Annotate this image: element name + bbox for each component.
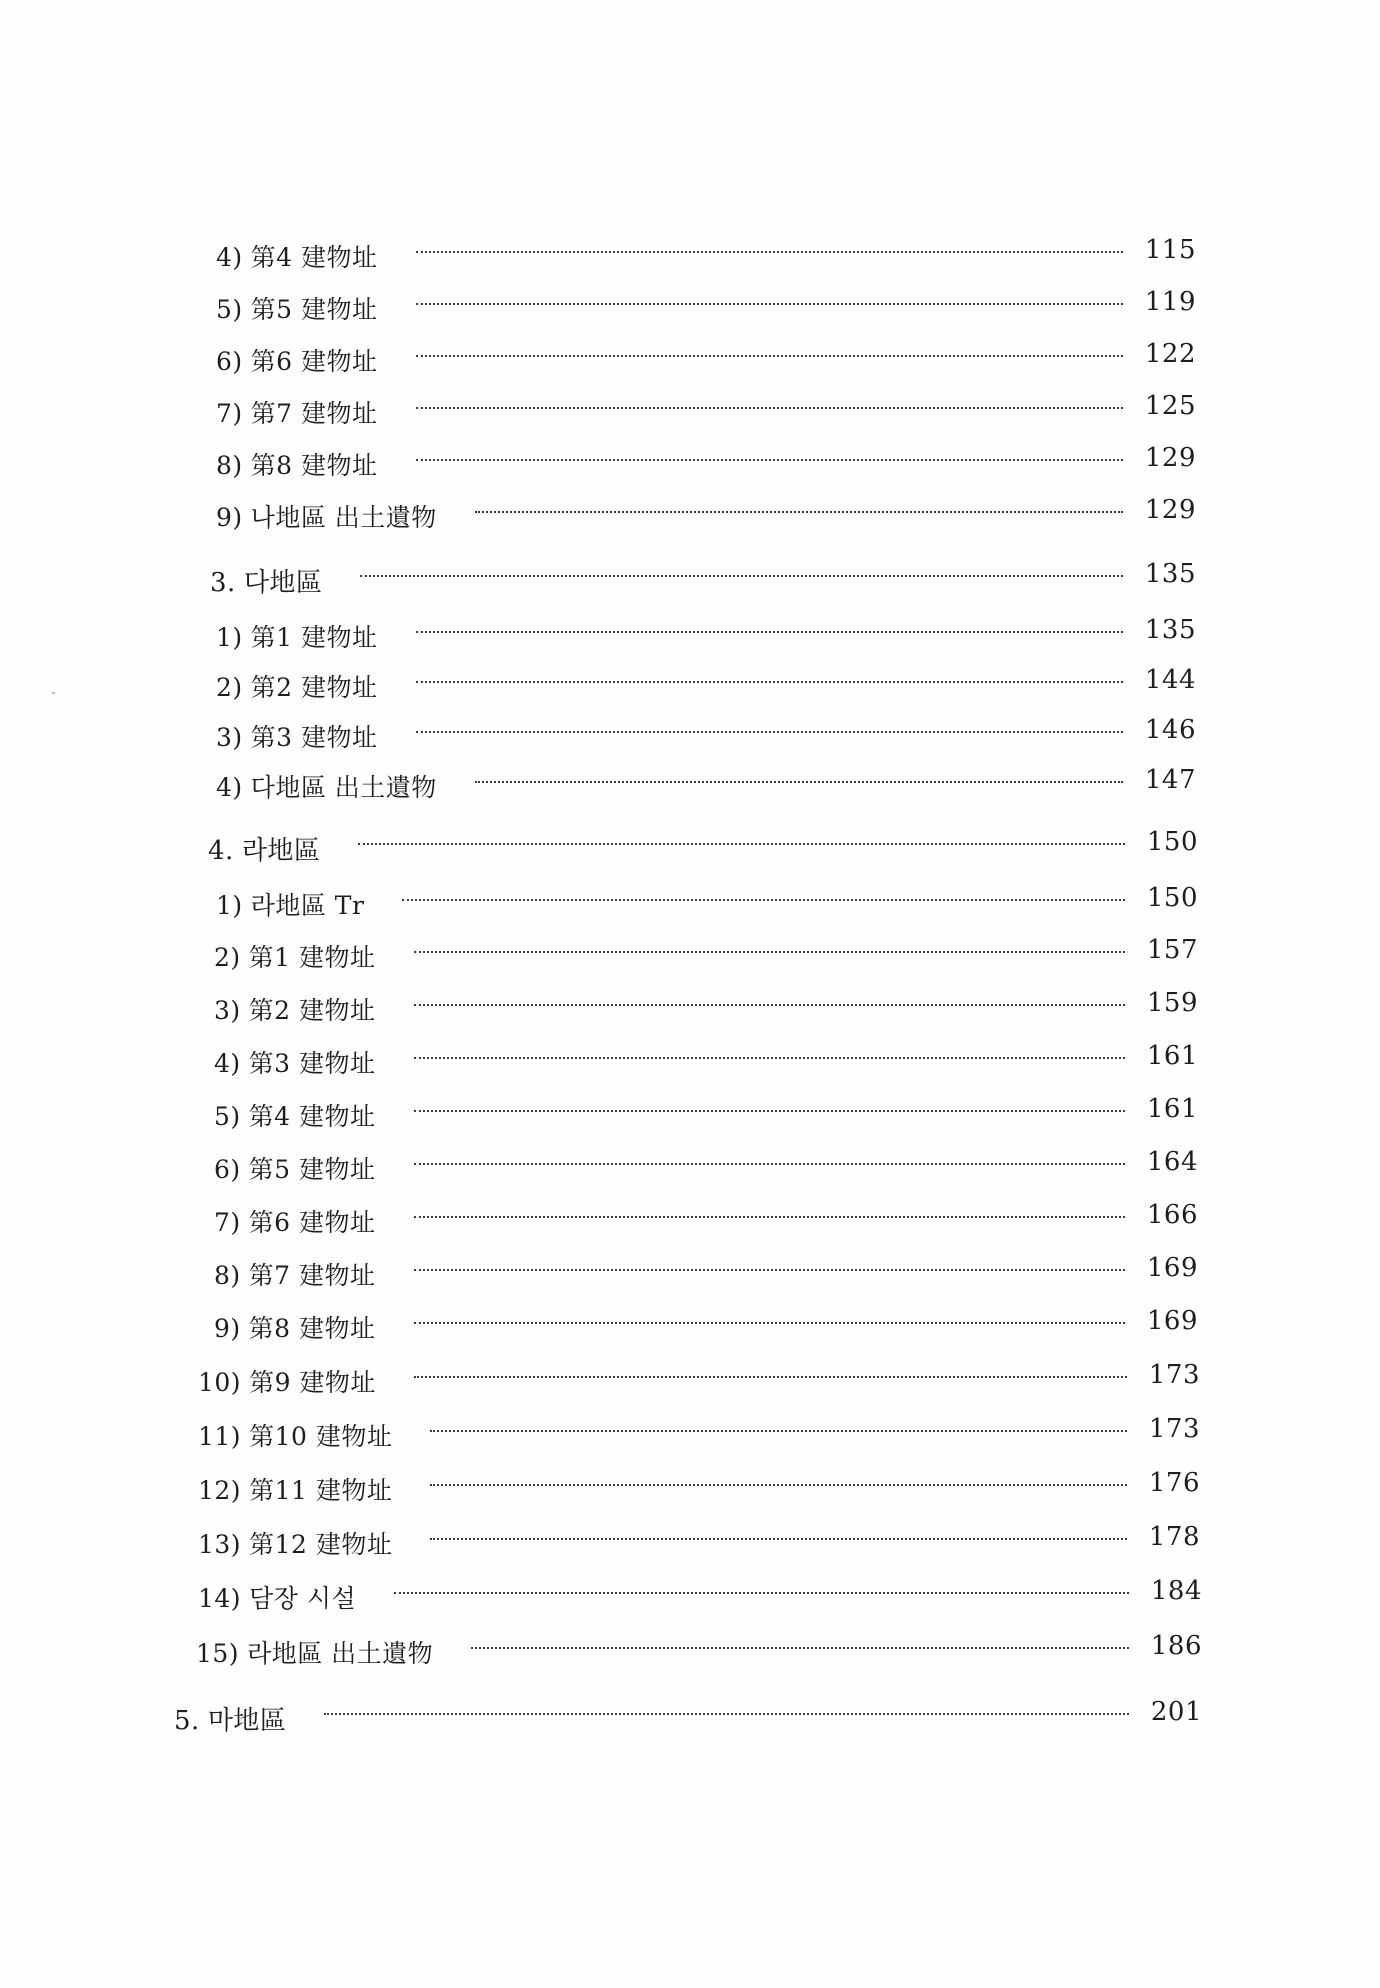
toc-entry-title: 第5 建物址 — [250, 295, 378, 324]
toc-entry[interactable] — [214, 1252, 1198, 1296]
toc-entry-title: 第7 建物址 — [250, 399, 378, 428]
toc-entry-label — [216, 342, 378, 378]
toc-entry-title: 第6 建物址 — [248, 1208, 376, 1237]
toc-entry-page: 122 — [1144, 339, 1196, 369]
toc-entry-page: 150 — [1146, 883, 1198, 913]
toc-entry-title: 第12 建物址 — [249, 1530, 393, 1559]
toc-entry-title: 第3 建物址 — [248, 1049, 376, 1078]
toc-entry-number: 13) — [198, 1530, 242, 1559]
toc-entry-label — [198, 1471, 392, 1507]
toc-entry-page: 129 — [1144, 495, 1196, 525]
toc-entry-page: 184 — [1150, 1576, 1202, 1606]
toc-entry-label — [216, 768, 437, 804]
toc-entry-page: 161 — [1146, 1094, 1198, 1124]
toc-entry-title: 第8 建物址 — [248, 1314, 376, 1343]
toc-entry[interactable] — [214, 934, 1198, 978]
dot-leader — [414, 1269, 1125, 1271]
toc-entry[interactable] — [216, 664, 1196, 708]
toc-entry-title: 第4 建物址 — [250, 243, 378, 272]
toc-entry-title: 第1 建物址 — [248, 943, 376, 972]
toc-entry-page: 135 — [1144, 615, 1196, 645]
toc-entry-number: 9) — [216, 503, 243, 532]
toc-entry-title: 第9 建物址 — [249, 1368, 376, 1397]
toc-entry-title: 라地區 出土遺物 — [247, 1639, 434, 1668]
toc-entry-number: 7) — [216, 399, 243, 428]
toc-entry-number: 8) — [216, 451, 243, 480]
dot-leader — [416, 731, 1123, 733]
toc-entry[interactable] — [198, 1413, 1200, 1457]
toc-entry-label — [214, 1203, 376, 1239]
toc-entry-label — [216, 290, 378, 326]
toc-entry[interactable] — [214, 1199, 1198, 1243]
dot-leader — [414, 1163, 1125, 1165]
scan-speck — [52, 692, 55, 694]
toc-entry-label — [196, 1634, 433, 1670]
dot-leader — [416, 459, 1123, 461]
toc-entry-label — [214, 938, 376, 974]
toc-entry-number: 3. — [210, 567, 236, 598]
toc-entry-label — [216, 446, 378, 482]
toc-entry-label — [198, 1525, 392, 1561]
toc-entry-number: 8) — [214, 1261, 241, 1290]
toc-entry-number: 4) — [216, 773, 243, 802]
toc-entry-title: 第2 建物址 — [250, 673, 378, 702]
toc-entry[interactable] — [216, 442, 1196, 486]
dot-leader — [358, 843, 1124, 845]
toc-entry-page: 157 — [1146, 935, 1198, 965]
toc-entry-page: 166 — [1146, 1200, 1198, 1230]
toc-section-entry[interactable] — [208, 826, 1198, 870]
toc-entry-page: 161 — [1146, 1041, 1198, 1071]
toc-entry-page: 125 — [1144, 391, 1196, 421]
toc-entry-label — [174, 1700, 286, 1737]
toc-entry-page: 169 — [1146, 1253, 1198, 1283]
dot-leader — [414, 1110, 1125, 1112]
toc-entry-number: 5. — [174, 1705, 200, 1736]
toc-entry-number: 5) — [214, 1102, 241, 1131]
toc-entry-page: 129 — [1144, 443, 1196, 473]
toc-entry-number: 9) — [214, 1314, 241, 1343]
toc-entry-number: 6) — [214, 1155, 241, 1184]
toc-entry-title: 第5 建物址 — [248, 1155, 376, 1184]
toc-entry-number: 6) — [216, 347, 243, 376]
toc-entry-label — [214, 991, 376, 1027]
toc-entry-page: 186 — [1150, 1631, 1202, 1661]
toc-entry-label — [214, 1044, 376, 1080]
toc-entry-number: 4. — [208, 835, 234, 866]
toc-entry[interactable] — [214, 1146, 1198, 1190]
toc-entry[interactable] — [198, 1575, 1202, 1619]
toc-entry-page: 147 — [1144, 765, 1196, 795]
toc-entry-page: 159 — [1146, 988, 1198, 1018]
toc-entry-number: 14) — [198, 1584, 242, 1613]
toc-entry[interactable] — [198, 1359, 1200, 1403]
toc-entry-number: 7) — [214, 1208, 241, 1237]
toc-entry-number: 3) — [214, 996, 241, 1025]
toc-entry-title: 나地區 出土遺物 — [250, 503, 437, 532]
toc-entry-title: 第4 建物址 — [248, 1102, 376, 1131]
toc-entry-page: 173 — [1148, 1360, 1200, 1390]
toc-entry-page: 146 — [1144, 715, 1196, 745]
toc-entry-title: 담장 시설 — [249, 1584, 357, 1613]
toc-entry[interactable] — [216, 390, 1196, 434]
toc-entry-number: 11) — [198, 1422, 242, 1451]
toc-entry[interactable] — [214, 987, 1198, 1031]
toc-entry-title: 第6 建物址 — [250, 347, 378, 376]
toc-entry[interactable] — [216, 714, 1196, 758]
toc-entry-page: 201 — [1150, 1697, 1202, 1727]
toc-entry[interactable] — [216, 286, 1196, 330]
toc-entry-page: 173 — [1148, 1414, 1200, 1444]
toc-entry-title: 第2 建物址 — [248, 996, 376, 1025]
toc-entry-label — [208, 830, 320, 867]
toc-section-entry[interactable] — [210, 558, 1196, 602]
dot-leader — [416, 681, 1123, 683]
toc-entry-number: 4) — [214, 1049, 241, 1078]
dot-leader — [416, 355, 1123, 357]
toc-entry-page: 119 — [1144, 287, 1196, 317]
toc-entry-label — [216, 394, 378, 430]
toc-entry-page: 115 — [1144, 235, 1196, 265]
toc-entry-label — [216, 718, 378, 754]
toc-entry-page: 135 — [1144, 559, 1196, 589]
toc-entry-title: 라地區 Tr — [250, 891, 365, 920]
toc-entry[interactable] — [216, 764, 1196, 808]
dot-leader — [416, 631, 1123, 633]
toc-entry-number: 1) — [216, 623, 243, 652]
toc-entry[interactable] — [216, 494, 1196, 538]
dot-leader — [471, 1647, 1129, 1649]
toc-entry[interactable] — [216, 338, 1196, 382]
toc-entry-label — [216, 498, 437, 534]
dot-leader — [414, 1376, 1127, 1378]
toc-entry-title: 第10 建物址 — [249, 1422, 393, 1451]
toc-entry[interactable] — [216, 234, 1196, 278]
toc-entry-title: 다地區 出土遺物 — [250, 773, 437, 802]
toc-entry[interactable] — [214, 1093, 1198, 1137]
toc-entry-title: 마地區 — [207, 1705, 287, 1736]
toc-entry[interactable] — [196, 1630, 1202, 1674]
toc-section-entry[interactable] — [174, 1696, 1202, 1740]
toc-entry-label — [198, 1579, 356, 1615]
toc-entry-number: 3) — [216, 723, 243, 752]
toc-entry-title: 第7 建物址 — [248, 1261, 376, 1290]
toc-entry-number: 2) — [214, 943, 241, 972]
dot-leader — [475, 511, 1123, 513]
toc-entry-number: 12) — [198, 1476, 242, 1505]
toc-entry[interactable] — [216, 614, 1196, 658]
dot-leader — [416, 303, 1123, 305]
dot-leader — [414, 1322, 1125, 1324]
toc-entry-label — [214, 1150, 376, 1186]
toc-entry-number: 15) — [196, 1639, 240, 1668]
toc-entry-label — [214, 1256, 376, 1292]
dot-leader — [414, 1004, 1125, 1006]
toc-entry-title: 第8 建物址 — [250, 451, 378, 480]
dot-leader — [360, 575, 1122, 577]
dot-leader — [414, 1216, 1125, 1218]
toc-entry[interactable] — [214, 1305, 1198, 1349]
toc-entry-page: 144 — [1144, 665, 1196, 695]
dot-leader — [430, 1430, 1127, 1432]
toc-entry[interactable] — [198, 1467, 1200, 1511]
dot-leader — [430, 1484, 1127, 1486]
toc-entry-title: 第3 建物址 — [250, 723, 378, 752]
toc-entry-label — [214, 1309, 376, 1345]
toc-entry-title: 라地區 — [241, 835, 321, 866]
dot-leader — [416, 407, 1123, 409]
toc-entry-number: 4) — [216, 243, 243, 272]
toc-entry-label — [198, 1363, 376, 1399]
toc-entry-label — [216, 238, 378, 274]
dot-leader — [394, 1592, 1129, 1594]
toc-entry-label — [210, 562, 322, 599]
toc-entry-number: 10) — [198, 1368, 242, 1397]
dot-leader — [324, 1713, 1128, 1715]
toc-entry-page: 169 — [1146, 1306, 1198, 1336]
toc-entry[interactable] — [216, 882, 1198, 926]
toc-entry-label — [216, 886, 364, 922]
toc-entry-title: 다地區 — [243, 567, 323, 598]
dot-leader — [475, 781, 1123, 783]
toc-entry[interactable] — [198, 1521, 1200, 1565]
toc-entry-page: 176 — [1148, 1468, 1200, 1498]
toc-entry-label — [198, 1417, 392, 1453]
toc-entry-number: 2) — [216, 673, 243, 702]
dot-leader — [402, 899, 1124, 901]
toc-entry-label — [216, 668, 378, 704]
toc-entry-title: 第1 建物址 — [250, 623, 378, 652]
dot-leader — [416, 251, 1123, 253]
toc-entry-label — [216, 618, 378, 654]
toc-entry-page: 178 — [1148, 1522, 1200, 1552]
toc-entry-label — [214, 1097, 376, 1133]
toc-entry-number: 1) — [216, 891, 243, 920]
toc-entry-title: 第11 建物址 — [249, 1476, 393, 1505]
dot-leader — [414, 951, 1125, 953]
dot-leader — [414, 1057, 1125, 1059]
toc-entry-number: 5) — [216, 295, 243, 324]
toc-entry[interactable] — [214, 1040, 1198, 1084]
dot-leader — [430, 1538, 1127, 1540]
toc-entry-page: 150 — [1146, 827, 1198, 857]
toc-entry-page: 164 — [1146, 1147, 1198, 1177]
